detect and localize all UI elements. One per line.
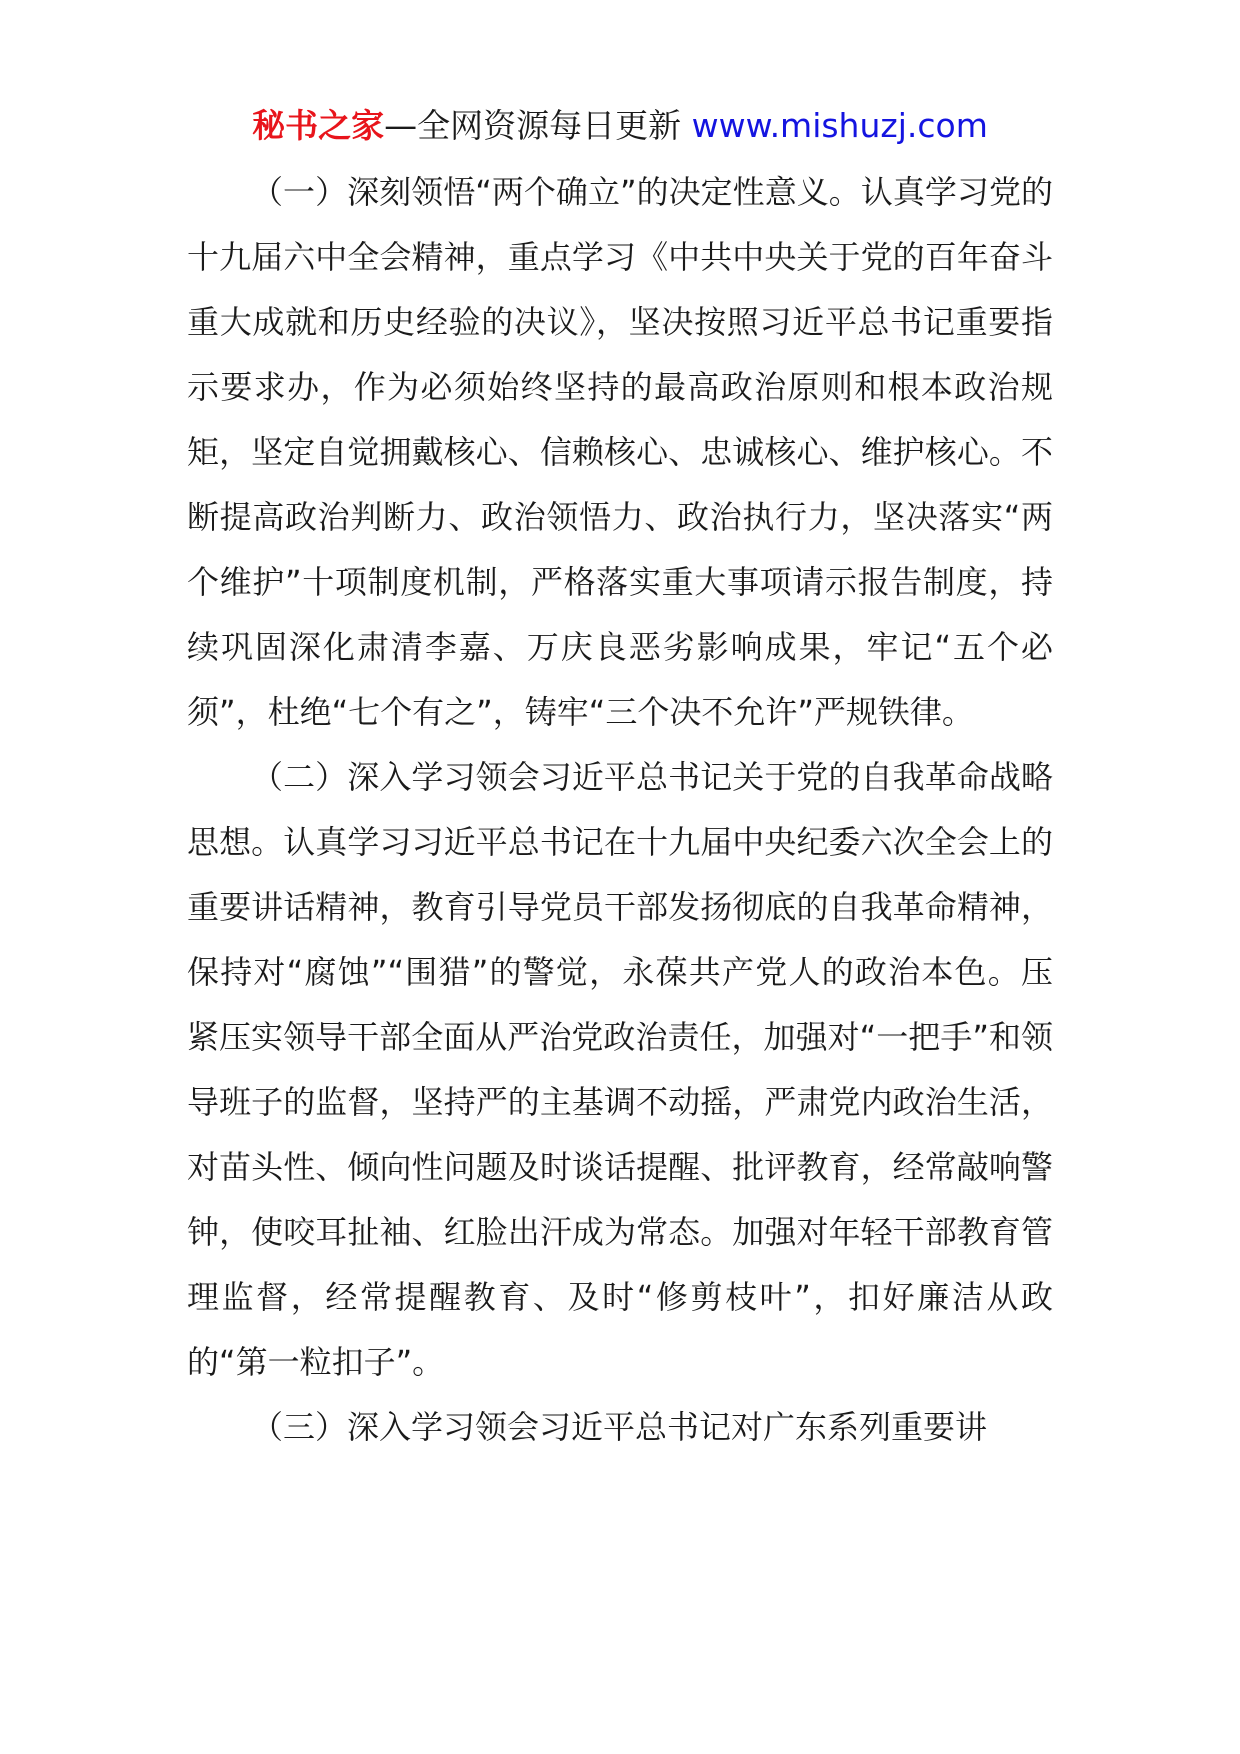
paragraph-3: （三）深入学习领会习近平总书记对广东系列重要讲: [251, 1408, 988, 1446]
paragraph-1: （一）深刻领悟“两个确立”的决定性意义。认真学习党的十九届六中全会精神，重点学习《中共中央关于党的百年奋斗重大成就和历史经验的决议》，坚决按照习近平总书记重要指示要求办，作为必须始终坚持的最高政治原则和根本政治规矩，坚定自觉拥戴核心、信赖核心、忠诚核心、维护核心。不断提高政治判断力、政治领悟力、政治执行力，坚决落实“两个维护”十项制度机制，严格落实重大事项请示报告制度，持续巩固深化肃清李嘉、万庆良恶劣影响成果，牢记“五个必须”，杜绝“七个有之”，铸牢“三个决不允许”严规铁律。: [187, 173, 1053, 731]
header-slogan: —全网资源每日更新: [384, 106, 692, 145]
site-url-link[interactable]: www.mishuzj.com: [691, 106, 988, 145]
site-header: [0, 104, 1240, 148]
brand-name: 秘书之家: [252, 106, 385, 145]
document-body: [187, 160, 1053, 1460]
paragraph-2: （二）深入学习领会习近平总书记关于党的自我革命战略思想。认真学习习近平总书记在十九届中央纪委六次全会上的重要讲话精神，教育引导党员干部发扬彻底的自我革命精神，保持对“腐蚀”“围猎”的警觉，永葆共产党人的政治本色。压紧压实领导干部全面从严治党政治责任，加强对“一把手”和领导班子的监督，坚持严的主基调不动摇，严肃党内政治生活，对苗头性、倾向性问题及时谈话提醒、批评教育，经常敲响警钟，使咬耳扯袖、红脸出汗成为常态。加强对年轻干部教育管理监督，经常提醒教育、及时“修剪枝叶”，扣好廉洁从政的“第一粒扣子”。: [187, 758, 1053, 1381]
